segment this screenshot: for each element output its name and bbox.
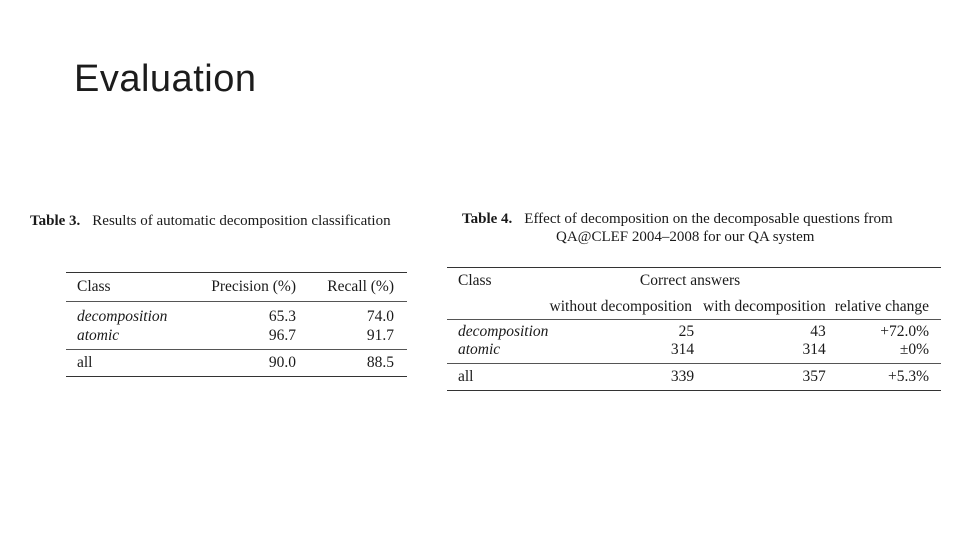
table3-header-class: Class: [77, 278, 111, 295]
table4: [447, 267, 941, 391]
table3-header-recall: Recall (%): [327, 278, 394, 295]
table4-row-with: 43: [810, 323, 826, 340]
table4-row-without: 25: [678, 323, 695, 340]
table4-header-group: Correct answers: [639, 272, 741, 289]
table3-total-class: all: [77, 354, 93, 371]
table4-row-with: 314: [802, 341, 826, 358]
table4-subheader-without: without decomposition: [549, 297, 693, 315]
table3-total-precision: 90.0: [268, 354, 296, 371]
table4-header-spacer: [832, 268, 941, 295]
table3-row-precision: 96.7: [268, 326, 296, 344]
table3-total-recall: 88.5: [366, 354, 394, 371]
table-row: [66, 326, 407, 350]
table3-row-class: atomic: [77, 326, 120, 344]
table3-row-precision: 65.3: [268, 307, 296, 325]
table4-row-change: +72.0%: [880, 323, 929, 340]
table-row: [447, 341, 941, 364]
table4-subheader-row: [447, 294, 941, 320]
table4-total-change: +5.3%: [887, 368, 929, 385]
table3-total-row: [66, 350, 407, 377]
table3-label: Table 3.: [30, 213, 81, 229]
table4-header-class: Class: [458, 272, 492, 289]
table4-subheader-with: with decomposition: [703, 297, 826, 315]
table3-caption: [30, 212, 391, 230]
table4-row-class: decomposition: [458, 323, 549, 340]
table3-row-recall: 74.0: [366, 307, 394, 325]
table4-caption-line2: QA@CLEF 2004–2008 for our QA system: [556, 229, 815, 245]
slide-title: Evaluation: [74, 58, 257, 100]
table3-row-recall: 91.7: [366, 326, 394, 344]
table-row: [66, 302, 407, 327]
table3: [66, 272, 407, 377]
table4-row-change: ±0%: [899, 341, 929, 358]
table4-label: Table 4.: [462, 211, 513, 227]
table4-total-row: [447, 364, 941, 391]
table4-row-class: atomic: [458, 341, 501, 358]
table4-caption: [462, 210, 942, 246]
table4-row-without: 314: [670, 341, 695, 358]
table3-header-precision: Precision (%): [211, 278, 296, 295]
table4-total-without: 339: [670, 368, 695, 385]
table3-row-class: decomposition: [77, 307, 168, 325]
table4-subheader-change: relative change: [834, 297, 929, 315]
table4-header-row: [447, 268, 941, 295]
table4-total-with: 357: [802, 368, 826, 385]
table4-subheader-spacer: [447, 294, 548, 320]
table3-caption-text: Results of automatic decomposition classification: [92, 213, 391, 229]
table-row: [447, 320, 941, 342]
table4-caption-line1: Effect of decomposition on the decomposable questions from: [524, 211, 893, 227]
table3-header-row: [66, 273, 407, 302]
table4-total-class: all: [458, 368, 474, 385]
